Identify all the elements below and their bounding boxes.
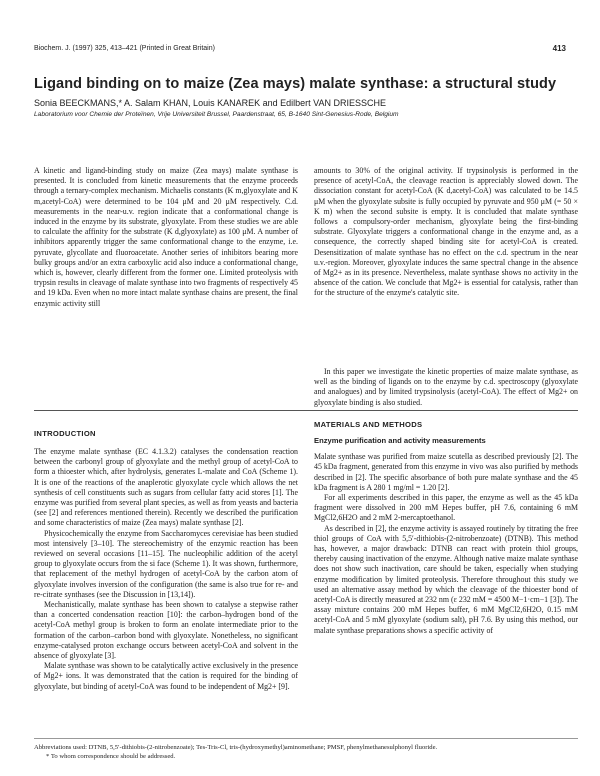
correspondence-footnote: * To whom correspondence should be addressed. — [46, 752, 176, 760]
introduction-heading: INTRODUCTION — [34, 429, 96, 438]
abbreviations-footnote: Abbreviations used: DTNB, 5,5′-dithiobis-(2-nitrobenzoate); Tes-Tris-Cl, tris-(hydroxymethyl)aminomethane; PMSF, phenylmethanesulphonyl fluoride. — [34, 744, 438, 751]
methods-paragraph: Malate synthase was purified from maize scutella as described previously [2]. The 45 kDa fragment, generated from this enzyme in vivo was also purified by methods described in [2]. The specific absorbance of both pure malate synthase and the 45 kDa fragment is A 280 1 mg/ml = 1.20 [2]. — [314, 452, 578, 492]
running-header — [34, 45, 566, 59]
intro-paragraph: Malate synthase was shown to be catalytically active exclusively in the presence of Mg2+ ions. It was demonstrated that the cation is required for the binding of glyoxylate, but binding of acetyl-CoA was found to be independent of Mg2+ [9]. — [34, 661, 298, 691]
author-list: Sonia BEECKMANS,* A. Salam KHAN, Louis KANAREK and Edilbert VAN DRIESSCHE — [34, 98, 386, 108]
intro-continued-paragraph: In this paper we investigate the kinetic properties of maize malate synthase, as well as the binding of ligands on to the enzyme by c.d. spectroscopy (glyoxylate and analogues) and by limited trypsinolysis (acetyl-CoA). The effect of Mg2+ on glyoxylate binding is also studied. — [314, 367, 578, 407]
methods-heading: MATERIALS AND METHODS — [314, 419, 423, 429]
methods-paragraph: As described in [2], the enzyme activity is assayed routinely by titrating the free thiol groups of CoA with 5,5′-dithiobis-(2-nitrobenzoate) (DTNB). This method has, however, a major drawback: DTNB can react with protein thiol groups, thereby causing inactivation of the enzyme. Although native maize malate synthase does not show such inactivation, care should be taken, especially when studying enzyme modification by limited proteolysis. Therefore throughout this study we used an alternative assay method by which the cleavage of the thioester bond of acetyl-CoA is directly measured at 232 nm (ε 232 mM = 4500 M−1·cm−1 [3]). The assay mixture contains 200 mM Hepes buffer, 6 mM MgCl2,6H2O, 0.15 mM acetyl-CoA and 5 mM glyoxylate (sodium salt), pH 7.6. By using this method, our malate synthase preparations shows a specific activity of — [314, 523, 578, 635]
abstract-right-column — [314, 166, 578, 299]
methods-paragraph: For all experiments described in this paper, the enzyme as well as the 45 kDa fragment were dissolved in 200 mM Hepes buffer, pH 7.6, containing 6 mM MgCl2,6H2O and 2 mM 2-mercaptoethanol. — [314, 493, 578, 523]
article-title: Ligand binding on to maize (Zea mays) malate synthase: a structural study — [34, 76, 557, 92]
journal-citation: Biochem. J. (1997) 325, 413–421 (Printed in Great Britain) — [34, 45, 215, 52]
introduction-column — [34, 447, 298, 692]
methods-column — [314, 367, 578, 636]
footnotes — [34, 744, 578, 761]
page-number: 413 — [552, 44, 566, 53]
footnote-divider — [34, 738, 578, 739]
abstract-text-right: amounts to 30% of the original activity. If trypsinolysis is performed in the presence of acetyl-CoA, the cleavage reaction is appreciably slowed down. The dissociation constant for acetyl-CoA (K d,acetyl-CoA) was calculated to be 14.5 μM when the glyoxylate subsite is fully occupied by pyruvate and 950 μM (= 50 × K m) when the second subsite is empty. It is concluded that malate synthase follows a compulsory-order mechanism, glyoxylate being the first-binding substrate. Glyoxylate triggers a conformational change in the enzyme and, as a consequence, the correctly shaped binding site for acetyl-CoA is created. Desensitization of malate synthase has no effect on the c.d. spectrum in the near u.v.-region. Moreover, glyoxylate induces the same spectral change in the absence of Mg2+ as in its presence. Nevertheless, malate synthase shows no activity in the absence of the cation. We conclude that Mg2+ is essential for catalysis, rather than for the structure of the enzyme's catalytic site. — [314, 166, 578, 298]
intro-paragraph: Mechanistically, malate synthase has been shown to catalyse a stepwise rather than a concerted condensation reaction [10]: the carbon–hydrogen bond of the acetyl-CoA methyl group is broken to form an enolate intermediate prior to the formation of the carbon–carbon bond with glyoxylate. Nonetheless, no significant enzyme-catalysed proton exchange occurs between acetyl-CoA and solvent in the absence of glyoxylate [3]. — [34, 600, 298, 661]
intro-paragraph: Physicochemically the enzyme from Saccharomyces cerevisiae has been studied most intensively [3–10]. The stereochemistry of the enzymic reaction has been reviewed on several occasions [11–15]. The nucleophilic addition of the acetyl group to glyoxylate occurs from the si face (Scheme 1). It was shown, furthermore, that replacement of the methyl hydrogen of acetyl-CoA by the carbon atom of glyoxylate involves inversion of the configuration (the same is also true for re- and re-citrate synthases (see the Discussion in [13,14]). — [34, 528, 298, 599]
intro-paragraph: The enzyme malate synthase (EC 4.1.3.2) catalyses the condensation reaction between the carbonyl group of glyoxylate and the methyl group of acetyl-CoA to form a thioester which, after hydrolysis, generates L-malate and CoA (Scheme 1). It is one of the reactions of the anaplerotic glyoxylate cycle which allows the net synthesis of cell constituents such as sugars from cellular fatty acid stores [1]. The enzyme was purified from several plant species, as well as from yeasts and bacteria (see [2] and references mentioned therein). Recently we described the purification and some characteristics of maize (Zea mays) malate synthase [2]. — [34, 447, 298, 528]
methods-subheading: Enzyme purification and activity measurements — [314, 436, 486, 446]
affiliation: Laboratorium voor Chemie der Proteïnen, Vrije Universiteit Brussel, Paardenstraat, 65, B-1640 Sint-Genesius-Rode, Belgium — [34, 111, 399, 118]
abstract-text-left: A kinetic and ligand-binding study on maize (Zea mays) malate synthase is presented. It is concluded from kinetic measurements that the enzyme proceeds through a ternary-complex mechanism. Michaelis constants (K m,glyoxylate and K m,acetyl-CoA) were determined to be 104 μM and 20 μM respectively. C.d. measurements in the near-u.v. region indicate that a conformational change is induced in the enzyme by its substrate, glyoxylate. From these studies we are able to calculate the affinity for the substrate (K d,glyoxylate) as 100 μM. A number of inhibitors apparently trigger the same conformational change to the enzyme, i.e. pyruvate, glycollate and fluoroacetate. Another series of inhibitors bearing more bulky groups and/or an extra carboxylic acid also induce a conformational change, which is, however, clearly different from the former one. Limited proteolysis with trypsin results in cleavage of malate synthase into two fragments of respectively 45 and 19 kDa. Even when no more intact malate synthase chains are present, the final enzymic activity still — [34, 166, 298, 308]
abstract-left-column — [34, 166, 298, 309]
